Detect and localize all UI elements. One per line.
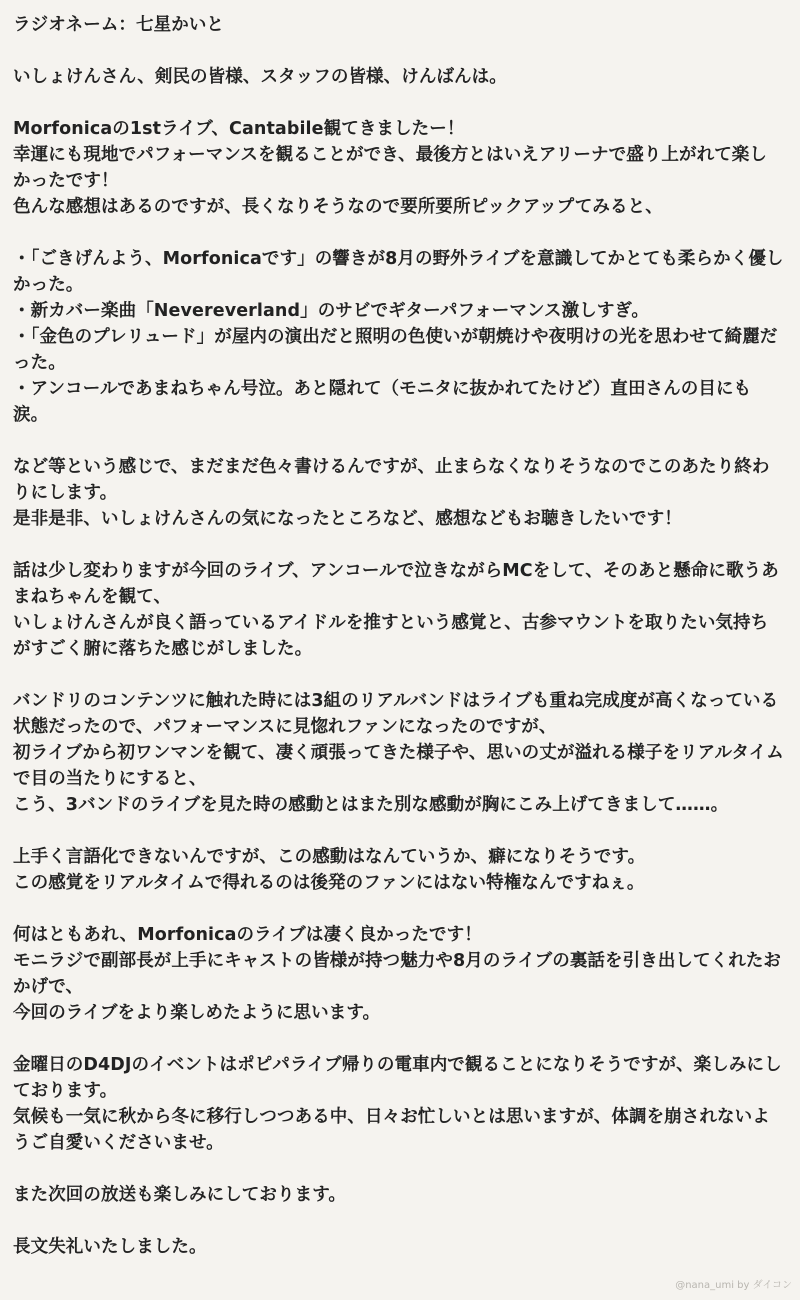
letter-line: 今回のライブをより楽しめたように思います。 xyxy=(13,1003,381,1023)
letter-line: この感覚をリアルタイムで得れるのは後発のファンにはない特権なんですねぇ。 xyxy=(13,873,645,893)
letter-line: こう、3バンドのライブを見た時の感動とはまた別な感動が胸にこみ上げてきまして……。 xyxy=(13,795,729,815)
letter-paragraph xyxy=(13,12,784,38)
letter-line: ・新カバー楽曲「Nevereverland」のサビでギターパフォーマンス激しすぎ。 xyxy=(13,301,649,321)
letter-paragraph xyxy=(13,116,784,220)
letter-line: など等という感じで、まだまだ色々書けるんですが、止まらなくなりそうなのでこのあたり終わりにします。 xyxy=(13,457,770,503)
letter-paragraph xyxy=(13,844,784,896)
letter-line: モニラジで副部長が上手にキャストの皆様が持つ魅力や8月のライブの裏話を引き出してくれたおかげで、 xyxy=(13,951,782,997)
letter-line: 幸運にも現地でパフォーマンスを観ることができ、最後方とはいえアリーナで盛り上がれて楽しかったです！ xyxy=(13,145,767,191)
letter-line: 長文失礼いたしました。 xyxy=(13,1237,207,1257)
letter-paragraph xyxy=(13,558,784,662)
letter-paragraph xyxy=(13,922,784,1026)
letter-line: 初ライブから初ワンマンを観て、凄く頑張ってきた様子や、思いの丈が溢れる様子をリアルタイムで目の当たりにすると、 xyxy=(13,743,784,789)
letter-line: 色んな感想はあるのですが、長くなりそうなので要所要所ピックアップてみると、 xyxy=(13,197,663,217)
letter-paragraph xyxy=(13,246,784,428)
letter-paragraph xyxy=(13,64,784,90)
letter-line: 話は少し変わりますが今回のライブ、アンコールで泣きながらMCをして、そのあと懸命に歌うあまねちゃんを観て、 xyxy=(13,561,779,607)
letter-paragraph xyxy=(13,1182,784,1208)
letter-line: 是非是非、いしょけんさんの気になったところなど、感想などもお聴きしたいです！ xyxy=(13,509,682,529)
watermark: @nana_umi by ダイコン xyxy=(675,1280,792,1291)
letter-paragraph xyxy=(13,688,784,818)
letter-line: 上手く言語化できないんですが、この感動はなんていうか、癖になりそうです。 xyxy=(13,847,646,867)
letter-line: 何はともあれ、Morfonicaのライブは凄く良かったです！ xyxy=(13,925,482,945)
letter-paragraph xyxy=(13,1052,784,1156)
letter-line: ・アンコールであまねちゃん号泣。あと隠れて（モニタに抜かれてたけど）直田さんの目にも涙。 xyxy=(13,379,752,425)
letter-line: いしょけんさんが良く語っているアイドルを推すという感覚と、古参マウントを取りたい気持ちがすごく腑に落ちた感じがしました。 xyxy=(13,613,769,659)
letter-paragraph xyxy=(13,454,784,532)
letter-paragraph xyxy=(13,1234,784,1260)
letter-line: 金曜日のD4DJのイベントはポピパライブ帰りの電車内で観ることになりそうですが、楽しみにしております。 xyxy=(13,1055,782,1101)
letter-line: バンドリのコンテンツに触れた時には3組のリアルバンドはライブも重ね完成度が高くなっている状態だったので、パフォーマンスに見惚れファンになったのですが、 xyxy=(13,691,779,737)
letter-line: Morfonicaの1stライブ、Cantabile観てきましたー！ xyxy=(13,119,465,139)
letter-line: ・「金色のプレリュード」が屋内の演出だと照明の色使いが朝焼けや夜明けの光を思わせて綺麗だった。 xyxy=(13,327,778,373)
letter-line: 気候も一気に秋から冬に移行しつつある中、日々お忙しいとは思いますが、体調を崩されないようご自愛いくださいませ。 xyxy=(13,1107,770,1153)
letter-line: ・「ごきげんよう、Morfonicaです」の響きが8月の野外ライブを意識してかとても柔らかく優しかった。 xyxy=(13,249,784,295)
letter-line: また次回の放送も楽しみにしております。 xyxy=(13,1185,346,1205)
letter-body xyxy=(13,12,784,1260)
letter-line: いしょけんさん、剣民の皆様、スタッフの皆様、けんばんは。 xyxy=(13,67,507,87)
letter-line: ラジオネーム：七星かいと xyxy=(13,15,225,35)
